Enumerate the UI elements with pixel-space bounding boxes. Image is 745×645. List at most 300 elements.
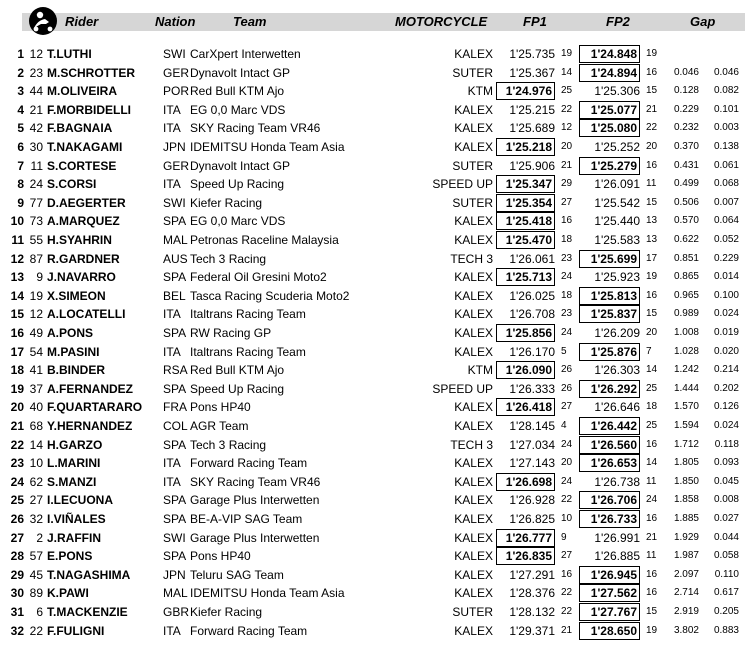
gap-to-first: 0.851 [673,252,699,264]
fp1-lap: 24 [561,475,573,487]
nation-code: SPA [163,493,187,508]
rider-number: 24 [29,177,43,192]
team-name: Garage Plus Interwetten [190,530,320,545]
gap-to-first: 1.008 [673,327,699,338]
table-row [0,194,745,213]
fp1-time: 1'24.976 [496,82,555,100]
fp2-lap: 20 [646,141,658,152]
fp1-lap: 27 [561,196,573,208]
fp1-time: 1'25.215 [509,102,555,117]
fp2-time: 1'25.813 [579,287,640,305]
motorcycle-brand: KALEX [454,586,493,601]
rider-number: 19 [29,288,43,303]
team-name: RW Racing GP [190,326,272,340]
fp1-lap: 23 [561,308,573,320]
header-bar [22,13,745,31]
rider-name: Y.HERNANDEZ [47,419,133,433]
rider-number: 30 [29,140,43,154]
gap-to-first: 0.506 [673,196,699,208]
team-name: SKY Racing Team VR46 [190,121,321,136]
fp1-lap: 23 [561,252,573,264]
fp1-time: 1'26.418 [496,398,555,416]
gap-to-first: 0.622 [673,234,699,245]
row-position: 8 [17,177,24,192]
nation-code: SPA [163,270,187,285]
team-name: IDEMITSU Honda Team Asia [190,140,345,154]
fp2-time: 1'26.653 [579,454,640,472]
fp2-time: 1'25.080 [579,119,640,137]
fp2-time: 1'26.560 [579,436,640,454]
fp2-time: 1'26.442 [579,417,640,435]
gap-to-previous: 0.068 [713,178,739,190]
fp1-lap: 24 [561,271,573,283]
gap-to-previous: 0.093 [713,457,739,469]
motorcycle-brand: SUTER [452,65,493,80]
fp1-lap: 16 [561,568,573,580]
fp2-lap: 18 [646,401,658,413]
row-position: 4 [17,102,24,117]
gap-to-previous: 0.883 [713,624,739,636]
motorcycle-brand: KALEX [454,623,493,638]
motorcycle-brand: KTM [467,363,493,378]
rider-name: F.FULIGNI [47,623,105,638]
gap-to-first: 0.965 [673,289,699,301]
nation-code: FRA [163,400,187,415]
gap-to-previous: 0.138 [713,141,739,152]
table-row [0,64,745,83]
rider-number: 41 [29,363,43,378]
nation-code: SWI [163,195,186,210]
table-row [0,157,745,176]
fp1-time: 1'25.856 [496,324,555,342]
gap-to-first: 1.242 [673,364,699,376]
gap-to-first: 1.444 [673,382,699,394]
table-row [0,584,745,603]
team-name: Speed Up Racing [190,177,285,192]
rider-name: S.MANZI [47,474,97,489]
fp1-lap: 22 [561,494,573,506]
motorcycle-brand: KALEX [454,456,493,471]
gap-to-previous: 0.205 [713,606,739,617]
rider-number: 42 [29,121,43,136]
fp1-time: 1'25.713 [496,268,555,286]
fp1-lap: 22 [561,606,573,617]
fp2-time: 1'25.279 [579,157,640,175]
fp1-time: 1'26.170 [509,344,555,359]
rider-name: F.MORBIDELLI [47,102,131,117]
table-row [0,324,745,343]
rider-number: 10 [29,456,43,471]
rider-number: 77 [29,195,43,210]
rider-number: 21 [29,102,43,117]
motorcycle-brand: KALEX [454,530,493,545]
rider-name: T.LUTHI [47,47,92,61]
motorcycle-brand: KALEX [454,140,493,154]
fp2-lap: 20 [646,327,658,338]
gap-to-first: 1.858 [673,494,699,506]
gap-to-previous: 0.019 [713,327,739,338]
fp2-lap: 16 [646,568,658,580]
rider-name: L.MARINI [47,456,101,471]
team-name: Petronas Raceline Malaysia [190,233,339,247]
table-row [0,417,745,436]
fp1-lap: 21 [561,159,573,171]
fp2-time: 1'26.646 [594,400,640,415]
fp2-lap: 11 [646,178,657,190]
gap-to-previous: 0.061 [713,159,739,171]
rider-name: T.MACKENZIE [47,605,128,619]
rider-name: S.CORSI [47,177,97,192]
rider-name: M.OLIVEIRA [47,84,118,99]
gap-to-first: 0.232 [673,122,699,134]
fp2-lap: 22 [646,122,658,134]
fp1-time: 1'26.928 [509,493,555,508]
fp2-lap: 14 [646,364,658,376]
fp2-lap: 21 [646,531,658,543]
table-row [0,101,745,120]
gap-to-first: 0.989 [673,308,699,320]
table-row [0,380,745,399]
team-name: SKY Racing Team VR46 [190,474,321,489]
rider-number: 2 [36,530,43,545]
team-name: Dynavolt Intact GP [190,158,291,173]
gap-to-first: 1.805 [673,457,699,469]
row-position: 30 [10,586,24,601]
gap-to-previous: 0.008 [713,494,739,506]
fp2-lap: 15 [646,85,658,97]
col-gap: Gap [690,14,716,29]
fp2-lap: 25 [646,420,658,431]
nation-code: ITA [163,456,181,471]
col-fp2: FP2 [606,14,630,29]
rider-number: 12 [29,307,43,322]
rider-name: T.NAGASHIMA [47,567,131,582]
gap-to-first: 1.987 [673,550,699,562]
gap-to-first: 0.865 [673,271,699,283]
team-name: Dynavolt Intact GP [190,65,291,80]
row-position: 20 [10,400,24,415]
team-name: EG 0,0 Marc VDS [190,214,286,229]
fp1-time: 1'25.735 [509,47,555,61]
nation-code: ITA [163,344,181,359]
fp1-lap: 12 [561,122,573,134]
gap-to-previous: 0.024 [713,308,739,320]
fp2-lap: 16 [646,289,658,301]
motorcycle-brand: KALEX [454,474,493,489]
fp2-time: 1'25.306 [594,84,640,99]
fp2-time: 1'25.542 [594,195,640,210]
motorcycle-brand: KALEX [454,233,493,247]
fp1-lap: 20 [561,141,573,152]
row-position: 25 [10,493,24,508]
rider-number: 27 [29,493,43,508]
gap-to-previous: 0.617 [713,587,739,599]
fp2-time: 1'26.733 [579,510,640,528]
rider-number: 57 [29,549,43,564]
rider-name: D.AEGERTER [47,195,126,210]
fp2-lap: 16 [646,587,658,599]
rider-name: H.SYAHRIN [47,233,112,247]
motorcycle-brand: KALEX [454,567,493,582]
fp1-time: 1'28.145 [509,419,555,433]
rider-number: 68 [29,419,43,433]
gap-to-first: 0.370 [673,141,699,152]
rider-number: 89 [29,586,43,601]
fp2-lap: 11 [646,475,657,487]
fp1-lap: 22 [561,103,573,115]
motorcycle-brand: KALEX [454,493,493,508]
gap-to-previous: 0.024 [713,420,739,431]
team-name: Red Bull KTM Ajo [190,363,285,378]
nation-code: POR [163,84,190,99]
fp1-time: 1'26.708 [509,307,555,322]
fp1-lap: 18 [561,234,573,245]
gap-to-previous: 0.014 [713,271,739,283]
fp1-lap: 19 [561,48,573,59]
table-row [0,212,745,231]
rider-number: 40 [29,400,43,415]
table-row [0,622,745,641]
fp2-time: 1'25.837 [579,305,640,323]
col-team: Team [233,14,267,29]
nation-code: GER [163,158,190,173]
table-row [0,305,745,324]
table-row [0,491,745,510]
row-position: 27 [10,530,24,545]
fp1-time: 1'25.347 [496,175,555,193]
row-position: 15 [10,307,24,322]
table-row [0,45,745,64]
fp1-time: 1'26.025 [509,288,555,303]
row-position: 17 [10,344,24,359]
row-position: 18 [10,363,24,378]
gap-to-first: 2.714 [673,587,699,599]
fp1-lap: 26 [561,364,573,376]
fp1-lap: 20 [561,457,573,469]
table-row [0,231,745,250]
gap-to-first: 0.229 [673,103,699,115]
row-position: 28 [10,549,24,564]
gap-to-first: 0.499 [673,178,699,190]
fp1-time: 1'25.367 [509,65,555,80]
fp1-lap: 25 [561,85,573,97]
table-row [0,268,745,287]
gap-to-first: 0.431 [673,159,699,171]
table-row [0,250,745,269]
motorcycle-brand: KALEX [454,102,493,117]
nation-code: SPA [163,512,187,526]
gap-to-previous: 0.007 [713,196,739,208]
rider-number: 62 [29,474,43,489]
team-name: BE-A-VIP SAG Team [190,512,303,526]
fp2-lap: 16 [646,159,658,171]
gap-to-first: 1.885 [673,513,699,524]
rider-name: T.NAKAGAMI [47,140,123,154]
motorcycle-brand: KALEX [454,288,493,303]
fp2-lap: 25 [646,382,658,394]
fp2-lap: 13 [646,234,658,245]
team-name: CarXpert Interwetten [190,47,301,61]
gap-to-previous: 0.064 [713,215,739,227]
fp2-lap: 16 [646,513,658,524]
rider-number: 9 [36,270,43,285]
nation-code: MAL [163,586,188,601]
rider-number: 55 [29,233,43,247]
rider-number: 23 [29,65,43,80]
nation-code: JPN [163,140,186,154]
gap-to-first: 0.128 [673,85,699,97]
gap-to-first: 2.919 [673,606,699,617]
motorcycle-brand: TECH 3 [450,437,493,452]
nation-code: SWI [163,47,186,61]
rider-name: A.PONS [47,326,94,340]
fp1-lap: 10 [561,513,573,524]
fp2-time: 1'26.091 [594,177,640,192]
fp1-time: 1'26.777 [496,529,555,547]
fp2-lap: 16 [646,66,658,78]
rider-name: A.MARQUEZ [47,214,120,229]
fp2-lap: 13 [646,215,658,227]
fp1-time: 1'25.689 [509,121,555,136]
rider-name: I.LECUONA [47,493,113,508]
row-position: 19 [10,381,24,396]
rider-number: 45 [29,567,43,582]
gap-to-previous: 0.045 [713,475,739,487]
team-name: Speed Up Racing [190,381,285,396]
fp2-time: 1'24.894 [579,64,640,82]
nation-code: BEL [163,288,186,303]
table-header [0,0,745,40]
motorcycle-brand: KALEX [454,326,493,340]
fp1-lap: 16 [561,215,573,227]
row-position: 12 [10,251,24,266]
rider-name: K.PAWI [47,586,89,601]
nation-code: SPA [163,381,187,396]
team-name: Kiefer Racing [190,605,263,619]
rider-number: 87 [29,251,43,266]
row-position: 2 [17,65,24,80]
gap-to-previous: 0.027 [713,513,739,524]
rider-name: R.GARDNER [47,251,120,266]
fp2-time: 1'25.252 [594,140,640,154]
gap-to-first: 1.028 [673,345,699,357]
fp1-time: 1'25.354 [496,194,555,212]
fp2-lap: 21 [646,103,658,115]
team-name: IDEMITSU Honda Team Asia [190,586,345,601]
fp2-time: 1'26.945 [579,566,640,584]
team-name: Federal Oil Gresini Moto2 [190,270,327,285]
motorcycle-brand: KALEX [454,344,493,359]
table-row [0,436,745,455]
rider-name: S.CORTESE [47,158,117,173]
row-position: 9 [17,195,24,210]
rider-number: 49 [29,326,43,340]
nation-code: ITA [163,102,181,117]
col-nation: Nation [155,14,196,29]
fp1-lap: 24 [561,438,573,450]
table-row [0,510,745,529]
gap-to-previous: 0.044 [713,531,739,543]
fp1-time: 1'25.218 [496,138,555,156]
motorcycle-brand: SUTER [452,158,493,173]
table-row [0,566,745,585]
fp1-time: 1'26.825 [509,512,555,526]
team-name: Italtrans Racing Team [190,307,306,322]
motorcycle-brand: SUTER [452,605,493,619]
table-row [0,529,745,548]
fp2-time: 1'27.767 [579,603,640,621]
gap-to-previous: 0.003 [713,122,739,134]
nation-code: SPA [163,549,187,564]
nation-code: AUS [163,251,188,266]
rider-name: A.LOCATELLI [47,307,126,322]
fp2-lap: 15 [646,196,658,208]
table-row [0,82,745,101]
row-position: 5 [17,121,24,136]
fp2-lap: 14 [646,457,658,469]
fp2-time: 1'27.562 [579,584,640,602]
row-position: 1 [17,47,24,61]
rider-name: X.SIMEON [47,288,106,303]
rider-number: 22 [29,623,43,638]
nation-code: SPA [163,326,187,340]
fp2-time: 1'25.440 [594,214,640,229]
gap-to-previous: 0.202 [713,382,739,394]
fp2-lap: 11 [646,550,657,562]
rider-name: J.RAFFIN [47,530,101,545]
gap-to-first: 1.929 [673,531,699,543]
rider-name: B.BINDER [47,363,106,378]
team-name: Forward Racing Team [190,456,308,471]
gap-to-previous: 0.052 [713,234,739,245]
fp2-time: 1'26.209 [594,326,640,340]
fp2-lap: 19 [646,271,658,283]
motorcycle-brand: KALEX [454,214,493,229]
gap-to-first: 0.046 [673,66,699,78]
fp2-lap: 19 [646,48,658,59]
rider-name: F.QUARTARARO [47,400,143,415]
fp1-time: 1'25.906 [509,158,555,173]
gap-to-first: 2.097 [673,568,699,580]
fp1-time: 1'25.418 [496,212,555,230]
gap-to-previous: 0.118 [714,438,739,450]
nation-code: COL [163,419,188,433]
row-position: 10 [10,214,24,229]
rider-number: 12 [29,47,43,61]
rider-name: F.BAGNAIA [47,121,113,136]
rider-name: I.VIÑALES [47,512,106,526]
nation-code: ITA [163,177,181,192]
team-name: Pons HP40 [190,549,251,564]
fp1-time: 1'26.835 [496,547,555,565]
team-name: Tech 3 Racing [190,251,267,266]
fp1-time: 1'28.132 [509,605,555,619]
gap-to-first: 1.594 [673,420,699,431]
nation-code: SPA [163,214,187,229]
fp1-lap: 21 [561,624,573,636]
table-row [0,398,745,417]
team-name: Red Bull KTM Ajo [190,84,285,99]
rider-name: H.GARZO [47,437,103,452]
fp1-lap: 26 [561,382,573,394]
fp1-lap: 14 [561,66,573,78]
row-position: 24 [10,474,24,489]
table-row [0,138,745,157]
table-row [0,287,745,306]
motorcycle-brand: SUTER [452,195,493,210]
gap-to-previous: 0.082 [713,85,739,97]
motorcycle-brand: SPEED UP [432,381,493,396]
